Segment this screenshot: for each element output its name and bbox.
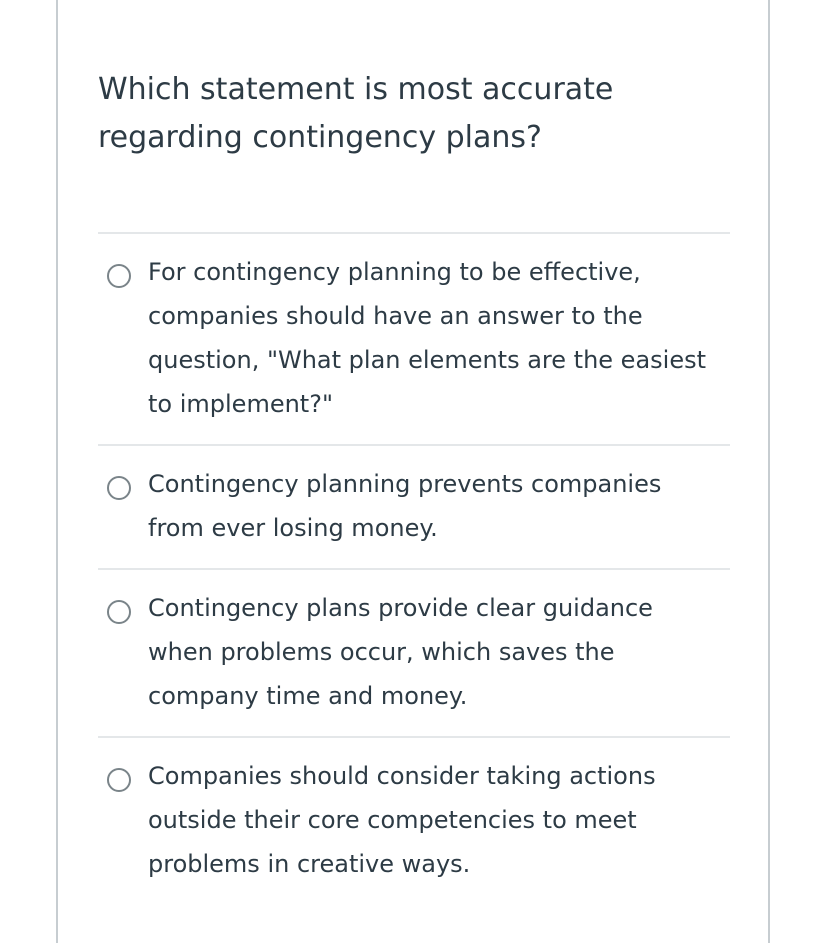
answer-label: For contingency planning to be effective, companies should have an answer to the question, "What plan elements are the easiest to implement?" [148, 258, 706, 418]
answer-option-4[interactable] [98, 736, 730, 916]
answer-option-1[interactable] [98, 232, 730, 444]
radio-button-icon[interactable] [107, 768, 131, 792]
answer-label: Companies should consider taking actions outside their core competencies to meet problems in creative ways. [148, 762, 656, 878]
answer-option-2[interactable] [98, 444, 730, 568]
radio-button-icon[interactable] [107, 476, 131, 500]
answer-label: Contingency planning prevents companies from ever losing money. [148, 470, 662, 542]
answer-list [98, 232, 730, 916]
question-text: Which statement is most accurate regarding contingency plans? [98, 72, 614, 155]
radio-button-icon[interactable] [107, 600, 131, 624]
radio-button-icon[interactable] [107, 264, 131, 288]
answer-label: Contingency plans provide clear guidance when problems occur, which saves the company time and money. [148, 594, 653, 710]
answer-option-3[interactable] [98, 568, 730, 736]
